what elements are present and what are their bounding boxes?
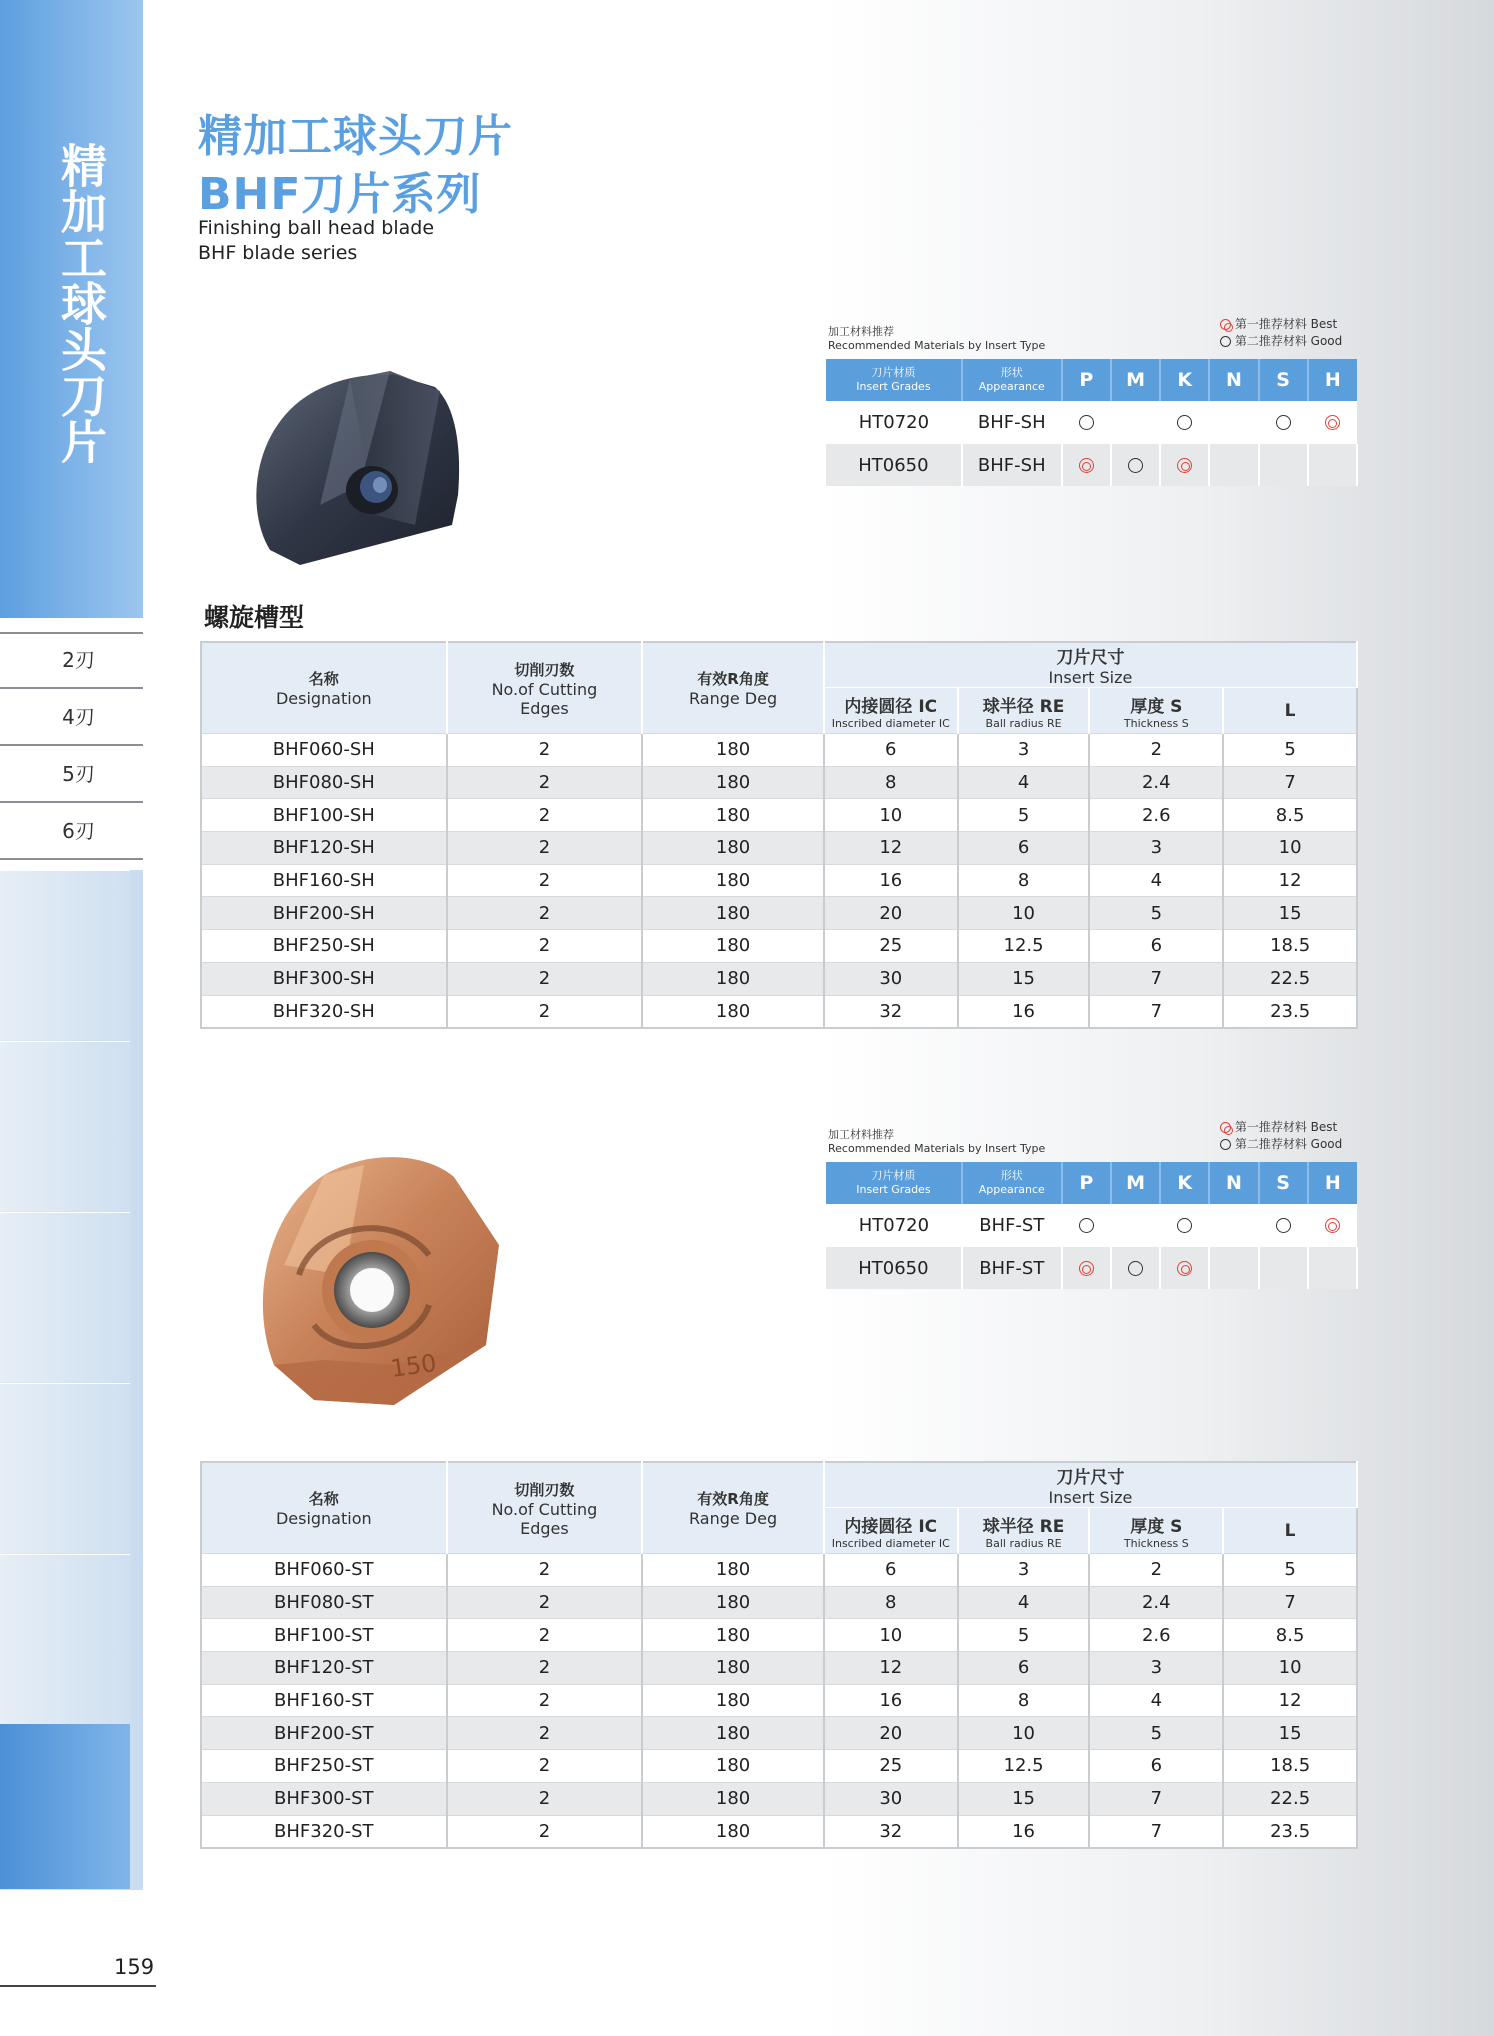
table-row — [201, 734, 1357, 767]
page-title-cn: 精加工球头刀片 — [198, 111, 513, 162]
sidebar-active-segment — [0, 1724, 130, 1889]
cell-length: 22.5 — [1223, 962, 1357, 995]
cell-thickness: 2.4 — [1089, 766, 1223, 799]
rec-panel-sh-label — [828, 323, 1045, 352]
cell-range: 180 — [642, 930, 824, 963]
cell-re: 16 — [958, 995, 1090, 1028]
cell-designation: BHF120-ST — [201, 1652, 447, 1685]
rec-mark-cell — [1259, 444, 1308, 486]
rec-col-grade: 刀片材质 Insert Grades — [826, 1162, 962, 1204]
legend-good: 第二推荐材料 Good — [1234, 1137, 1343, 1151]
cell-length: 18.5 — [1223, 1750, 1357, 1783]
cell-edges: 2 — [447, 766, 643, 799]
cell-ic: 12 — [824, 1652, 958, 1685]
cell-edges: 2 — [447, 1684, 643, 1717]
cell-designation: BHF320-SH — [201, 995, 447, 1028]
cell-edges: 2 — [447, 897, 643, 930]
table-row — [201, 799, 1357, 832]
cell-ic: 12 — [824, 832, 958, 865]
rec-mark-cell — [1308, 401, 1357, 443]
cell-range: 180 — [642, 995, 824, 1028]
legend-best: 第一推荐材料 Best — [1234, 317, 1338, 331]
rec-legend-st — [1220, 1119, 1342, 1153]
rec-label-cn: 加工材料推荐 — [828, 325, 894, 338]
cell-ic: 6 — [824, 1554, 958, 1587]
col-insert-size: 刀片尺寸 Insert Size — [824, 642, 1357, 688]
cell-edges: 2 — [447, 734, 643, 767]
st-insert-marking: 150 — [388, 1348, 439, 1383]
rec-mark-cell — [1308, 1204, 1357, 1246]
cell-thickness: 3 — [1089, 1652, 1223, 1685]
rec-mark-cell — [1111, 444, 1160, 486]
cell-thickness: 3 — [1089, 832, 1223, 865]
table-row — [201, 1717, 1357, 1750]
cell-ic: 20 — [824, 897, 958, 930]
best-symbol-icon — [1325, 415, 1340, 430]
rec-mark-cell — [1209, 1247, 1258, 1289]
cell-designation: BHF060-SH — [201, 734, 447, 767]
rec-row — [826, 444, 1357, 486]
cell-edges: 2 — [447, 1554, 643, 1587]
cell-length: 5 — [1223, 734, 1357, 767]
table-row — [201, 766, 1357, 799]
cell-ic: 8 — [824, 1586, 958, 1619]
good-symbol-icon — [1276, 415, 1291, 430]
rec-table-st — [826, 1162, 1358, 1289]
cell-re: 3 — [958, 1554, 1090, 1587]
table-row — [201, 1782, 1357, 1815]
table-row — [201, 864, 1357, 897]
spec-table-sh — [200, 641, 1358, 1029]
table-row — [201, 1815, 1357, 1848]
rec-grade: HT0720 — [826, 401, 962, 443]
cell-ic: 16 — [824, 864, 958, 897]
cell-thickness: 7 — [1089, 962, 1223, 995]
rec-mark-cell — [1111, 1247, 1160, 1289]
cell-thickness: 4 — [1089, 1684, 1223, 1717]
cell-thickness: 2 — [1089, 734, 1223, 767]
spec-table-st — [200, 1461, 1358, 1849]
good-symbol-icon — [1128, 458, 1143, 473]
rec-grade: HT0720 — [826, 1204, 962, 1246]
page-subtitle-cn: BHF刀片系列 — [198, 169, 482, 220]
cell-thickness: 4 — [1089, 864, 1223, 897]
cell-range: 180 — [642, 864, 824, 897]
cell-designation: BHF100-SH — [201, 799, 447, 832]
rec-col-material: S — [1259, 359, 1308, 401]
cell-edges: 2 — [447, 1782, 643, 1815]
cell-designation: BHF320-ST — [201, 1815, 447, 1848]
cell-length: 5 — [1223, 1554, 1357, 1587]
cell-edges: 2 — [447, 1750, 643, 1783]
cell-range: 180 — [642, 1619, 824, 1652]
cell-thickness: 6 — [1089, 1750, 1223, 1783]
sidebar-segment — [0, 1041, 130, 1211]
good-symbol-icon — [1128, 1261, 1143, 1276]
table-row — [201, 962, 1357, 995]
rec-mark-cell — [1308, 1247, 1357, 1289]
cell-designation: BHF200-SH — [201, 897, 447, 930]
col-ic: 内接圆径 IC Inscribed diameter IC — [824, 688, 958, 734]
cell-edges: 2 — [447, 1652, 643, 1685]
rec-mark-cell — [1160, 401, 1209, 443]
cell-range: 180 — [642, 1750, 824, 1783]
cell-thickness: 7 — [1089, 1782, 1223, 1815]
table-row — [201, 1586, 1357, 1619]
cell-thickness: 7 — [1089, 995, 1223, 1028]
cell-length: 7 — [1223, 1586, 1357, 1619]
col-s: 厚度 S Thickness S — [1089, 688, 1223, 734]
rec-row — [826, 1247, 1357, 1289]
best-symbol-icon — [1177, 458, 1192, 473]
legend-good: 第二推荐材料 Good — [1234, 334, 1343, 348]
cell-re: 16 — [958, 1815, 1090, 1848]
cell-designation: BHF160-SH — [201, 864, 447, 897]
cell-designation: BHF120-SH — [201, 832, 447, 865]
cell-length: 18.5 — [1223, 930, 1357, 963]
good-symbol-icon — [1079, 415, 1094, 430]
cell-designation: BHF250-ST — [201, 1750, 447, 1783]
sidebar-item-4-edge[interactable]: 4刃 — [0, 689, 143, 746]
rec-mark-cell — [1259, 1204, 1308, 1246]
cell-designation: BHF300-SH — [201, 962, 447, 995]
rec-col-material: N — [1209, 1162, 1258, 1204]
rec-col-material: H — [1308, 1162, 1357, 1204]
rec-mark-cell — [1111, 401, 1160, 443]
rec-label-en: Recommended Materials by Insert Type — [828, 1142, 1046, 1155]
col-s: 厚度 S Thickness S — [1089, 1508, 1223, 1554]
rec-shape: BHF-ST — [962, 1204, 1062, 1246]
good-symbol-icon — [1220, 336, 1231, 347]
col-ic: 内接圆径 IC Inscribed diameter IC — [824, 1508, 958, 1554]
rec-mark-cell — [1062, 1247, 1111, 1289]
rec-mark-cell — [1209, 1204, 1258, 1246]
cell-designation: BHF300-ST — [201, 1782, 447, 1815]
cell-re: 15 — [958, 962, 1090, 995]
rec-col-shape: 形状 Appearance — [962, 359, 1062, 401]
cell-edges: 2 — [447, 1586, 643, 1619]
cell-thickness: 2.4 — [1089, 1586, 1223, 1619]
best-symbol-icon — [1177, 1261, 1192, 1276]
table-row — [201, 897, 1357, 930]
rec-col-material: P — [1062, 1162, 1111, 1204]
cell-ic: 30 — [824, 1782, 958, 1815]
cell-range: 180 — [642, 1554, 824, 1587]
best-symbol-icon — [1079, 1261, 1094, 1276]
bhf-st-insert-image — [254, 1155, 504, 1417]
col-designation: 名称 Designation — [201, 1462, 447, 1554]
good-symbol-icon — [1177, 1218, 1192, 1233]
good-symbol-icon — [1276, 1218, 1291, 1233]
table-row — [201, 995, 1357, 1028]
sidebar-item-6-edge[interactable]: 6刃 — [0, 803, 143, 860]
rec-col-material: M — [1111, 1162, 1160, 1204]
rec-shape: BHF-SH — [962, 444, 1062, 486]
cell-length: 22.5 — [1223, 1782, 1357, 1815]
cell-length: 8.5 — [1223, 1619, 1357, 1652]
table-row — [201, 1684, 1357, 1717]
cell-ic: 25 — [824, 930, 958, 963]
cell-range: 180 — [642, 734, 824, 767]
cell-re: 3 — [958, 734, 1090, 767]
cell-length: 10 — [1223, 832, 1357, 865]
cell-thickness: 5 — [1089, 897, 1223, 930]
rec-panel-st-label — [828, 1126, 1045, 1155]
col-insert-size: 刀片尺寸 Insert Size — [824, 1462, 1357, 1508]
cell-length: 12 — [1223, 1684, 1357, 1717]
cell-re: 10 — [958, 1717, 1090, 1750]
sidebar-segment — [0, 870, 130, 1040]
rec-row — [826, 401, 1357, 443]
cell-re: 15 — [958, 1782, 1090, 1815]
rec-col-material: S — [1259, 1162, 1308, 1204]
cell-edges: 2 — [447, 1619, 643, 1652]
col-re: 球半径 RE Ball radius RE — [958, 1508, 1090, 1554]
rec-col-material: K — [1160, 359, 1209, 401]
cell-designation: BHF160-ST — [201, 1684, 447, 1717]
cell-ic: 8 — [824, 766, 958, 799]
cell-re: 6 — [958, 1652, 1090, 1685]
sidebar-title: 精加工球头刀片 — [54, 142, 108, 464]
cell-edges: 2 — [447, 799, 643, 832]
rec-mark-cell — [1259, 401, 1308, 443]
cell-edges: 2 — [447, 832, 643, 865]
cell-ic: 32 — [824, 995, 958, 1028]
rec-mark-cell — [1062, 444, 1111, 486]
cell-re: 4 — [958, 766, 1090, 799]
rec-col-material: N — [1209, 359, 1258, 401]
cell-range: 180 — [642, 832, 824, 865]
cell-edges: 2 — [447, 995, 643, 1028]
cell-edges: 2 — [447, 864, 643, 897]
rec-col-grade: 刀片材质 Insert Grades — [826, 359, 962, 401]
rec-mark-cell — [1160, 444, 1209, 486]
cell-re: 8 — [958, 1684, 1090, 1717]
cell-ic: 10 — [824, 1619, 958, 1652]
page-subtitle-en: BHF blade series — [198, 242, 358, 264]
cell-designation: BHF060-ST — [201, 1554, 447, 1587]
rec-shape: BHF-ST — [962, 1247, 1062, 1289]
cell-range: 180 — [642, 766, 824, 799]
rec-col-material: H — [1308, 359, 1357, 401]
cell-ic: 6 — [824, 734, 958, 767]
rec-mark-cell — [1160, 1247, 1209, 1289]
rec-mark-cell — [1209, 401, 1258, 443]
cell-designation: BHF250-SH — [201, 930, 447, 963]
table-row — [201, 1619, 1357, 1652]
col-designation: 名称 Designation — [201, 642, 447, 734]
cell-re: 5 — [958, 799, 1090, 832]
cell-range: 180 — [642, 799, 824, 832]
sidebar-segment — [0, 1554, 130, 1724]
page-number: 159 — [114, 1955, 155, 1979]
rec-col-material: K — [1160, 1162, 1209, 1204]
good-symbol-icon — [1079, 1218, 1094, 1233]
col-range: 有效R角度 Range Deg — [642, 642, 824, 734]
cell-range: 180 — [642, 1815, 824, 1848]
table-row — [201, 1750, 1357, 1783]
page-title-en: Finishing ball head blade — [198, 217, 435, 239]
cell-edges: 2 — [447, 1815, 643, 1848]
rec-col-material: P — [1062, 359, 1111, 401]
cell-re: 10 — [958, 897, 1090, 930]
cell-range: 180 — [642, 1782, 824, 1815]
table-row — [201, 1652, 1357, 1685]
cell-length: 15 — [1223, 1717, 1357, 1750]
cell-ic: 20 — [824, 1717, 958, 1750]
cell-thickness: 7 — [1089, 1815, 1223, 1848]
table-row — [201, 1554, 1357, 1587]
cell-range: 180 — [642, 1586, 824, 1619]
rec-mark-cell — [1062, 401, 1111, 443]
rec-mark-cell — [1160, 1204, 1209, 1246]
rec-shape: BHF-SH — [962, 401, 1062, 443]
cell-edges: 2 — [447, 962, 643, 995]
cell-length: 12 — [1223, 864, 1357, 897]
cell-ic: 30 — [824, 962, 958, 995]
cell-designation: BHF080-SH — [201, 766, 447, 799]
cell-designation: BHF200-ST — [201, 1717, 447, 1750]
cell-re: 4 — [958, 1586, 1090, 1619]
cell-range: 180 — [642, 897, 824, 930]
cell-thickness: 2 — [1089, 1554, 1223, 1587]
cell-range: 180 — [642, 962, 824, 995]
table-row — [201, 930, 1357, 963]
sidebar-divider — [0, 632, 143, 634]
cell-length: 8.5 — [1223, 799, 1357, 832]
rec-mark-cell — [1062, 1204, 1111, 1246]
cell-designation: BHF100-ST — [201, 1619, 447, 1652]
footer-rule — [0, 1985, 156, 1987]
rec-col-material: M — [1111, 359, 1160, 401]
cell-range: 180 — [642, 1684, 824, 1717]
sidebar-segment — [0, 1212, 130, 1382]
section-title: 螺旋槽型 — [204, 603, 305, 632]
sidebar-item-2-edge[interactable]: 2刃 — [0, 632, 143, 689]
rec-row — [826, 1204, 1357, 1246]
cell-length: 23.5 — [1223, 995, 1357, 1028]
cell-ic: 10 — [824, 799, 958, 832]
bhf-sh-insert-image — [240, 365, 470, 570]
cell-thickness: 2.6 — [1089, 1619, 1223, 1652]
col-l: L — [1223, 1508, 1357, 1554]
best-symbol-icon — [1325, 1218, 1340, 1233]
rec-grade: HT0650 — [826, 1247, 962, 1289]
col-l: L — [1223, 688, 1357, 734]
table-row — [201, 832, 1357, 865]
cell-thickness: 6 — [1089, 930, 1223, 963]
rec-mark-cell — [1209, 444, 1258, 486]
cell-re: 12.5 — [958, 1750, 1090, 1783]
col-edges: 切削刃数 No.of Cutting Edges — [447, 642, 643, 734]
col-re: 球半径 RE Ball radius RE — [958, 688, 1090, 734]
rec-table-sh — [826, 359, 1358, 486]
cell-length: 10 — [1223, 1652, 1357, 1685]
best-symbol-icon — [1220, 319, 1231, 330]
best-symbol-icon — [1220, 1122, 1231, 1133]
cell-length: 7 — [1223, 766, 1357, 799]
good-symbol-icon — [1177, 415, 1192, 430]
rec-label-en: Recommended Materials by Insert Type — [828, 339, 1046, 352]
cell-re: 6 — [958, 832, 1090, 865]
cell-length: 15 — [1223, 897, 1357, 930]
cell-re: 5 — [958, 1619, 1090, 1652]
col-edges: 切削刃数 No.of Cutting Edges — [447, 1462, 643, 1554]
sidebar-item-5-edge[interactable]: 5刃 — [0, 746, 143, 803]
cell-length: 23.5 — [1223, 1815, 1357, 1848]
good-symbol-icon — [1220, 1139, 1231, 1150]
rec-label-cn: 加工材料推荐 — [828, 1128, 894, 1141]
sidebar-segment — [0, 1383, 130, 1553]
rec-col-shape: 形状 Appearance — [962, 1162, 1062, 1204]
rec-mark-cell — [1111, 1204, 1160, 1246]
cell-thickness: 2.6 — [1089, 799, 1223, 832]
cell-designation: BHF080-ST — [201, 1586, 447, 1619]
rec-mark-cell — [1308, 444, 1357, 486]
cell-edges: 2 — [447, 1717, 643, 1750]
cell-range: 180 — [642, 1652, 824, 1685]
legend-best: 第一推荐材料 Best — [1234, 1120, 1338, 1134]
cell-ic: 25 — [824, 1750, 958, 1783]
cell-thickness: 5 — [1089, 1717, 1223, 1750]
cell-ic: 32 — [824, 1815, 958, 1848]
cell-range: 180 — [642, 1717, 824, 1750]
rec-mark-cell — [1259, 1247, 1308, 1289]
rec-legend-sh — [1220, 316, 1342, 350]
cell-re: 8 — [958, 864, 1090, 897]
cell-edges: 2 — [447, 930, 643, 963]
col-range: 有效R角度 Range Deg — [642, 1462, 824, 1554]
cell-re: 12.5 — [958, 930, 1090, 963]
cell-ic: 16 — [824, 1684, 958, 1717]
best-symbol-icon — [1079, 458, 1094, 473]
rec-grade: HT0650 — [826, 444, 962, 486]
